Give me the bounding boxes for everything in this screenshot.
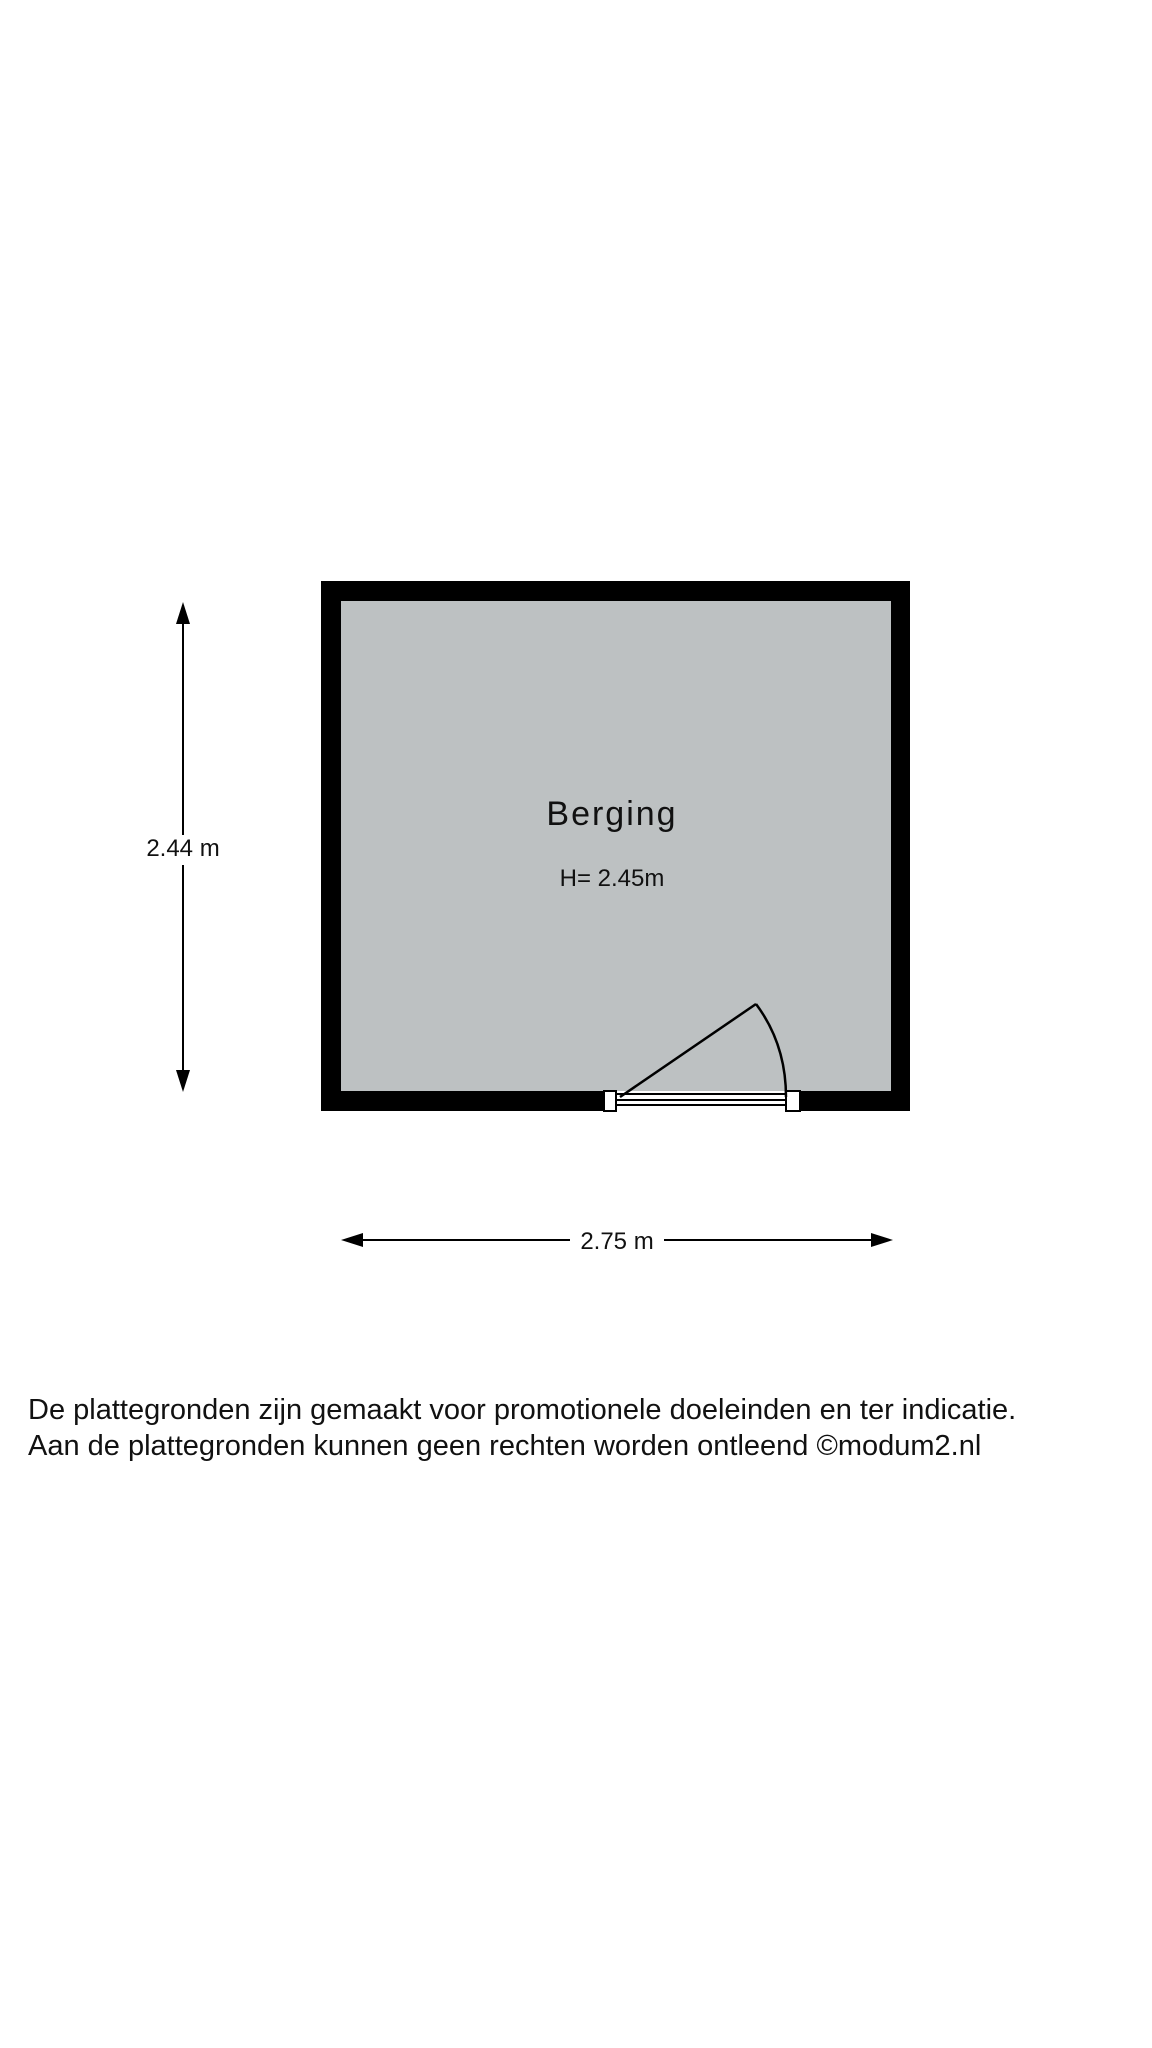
width-label: 2.75 m [580, 1228, 654, 1255]
disclaimer-line-1: De plattegronden zijn gemaakt voor promotionele doeleinden en ter indicatie. [28, 1394, 1017, 1426]
door-jamb-right [786, 1091, 800, 1111]
arrow-up-icon [176, 602, 190, 624]
depth-label: 2.44 m [146, 835, 220, 862]
arrow-left-icon [341, 1233, 363, 1247]
width-dimension [341, 1228, 893, 1255]
arrow-right-icon [871, 1233, 893, 1247]
depth-dimension [146, 602, 219, 1092]
room-height: H= 2.45m [559, 865, 665, 892]
arrow-down-icon [176, 1070, 190, 1092]
disclaimer-line-2: Aan de plattegronden kunnen geen rechten worden ontleend ©modum2.nl [28, 1430, 982, 1462]
room-floor [341, 601, 891, 1091]
door-jamb-left [604, 1091, 616, 1111]
disclaimer [28, 1392, 1138, 1464]
room-name: Berging [546, 795, 678, 833]
